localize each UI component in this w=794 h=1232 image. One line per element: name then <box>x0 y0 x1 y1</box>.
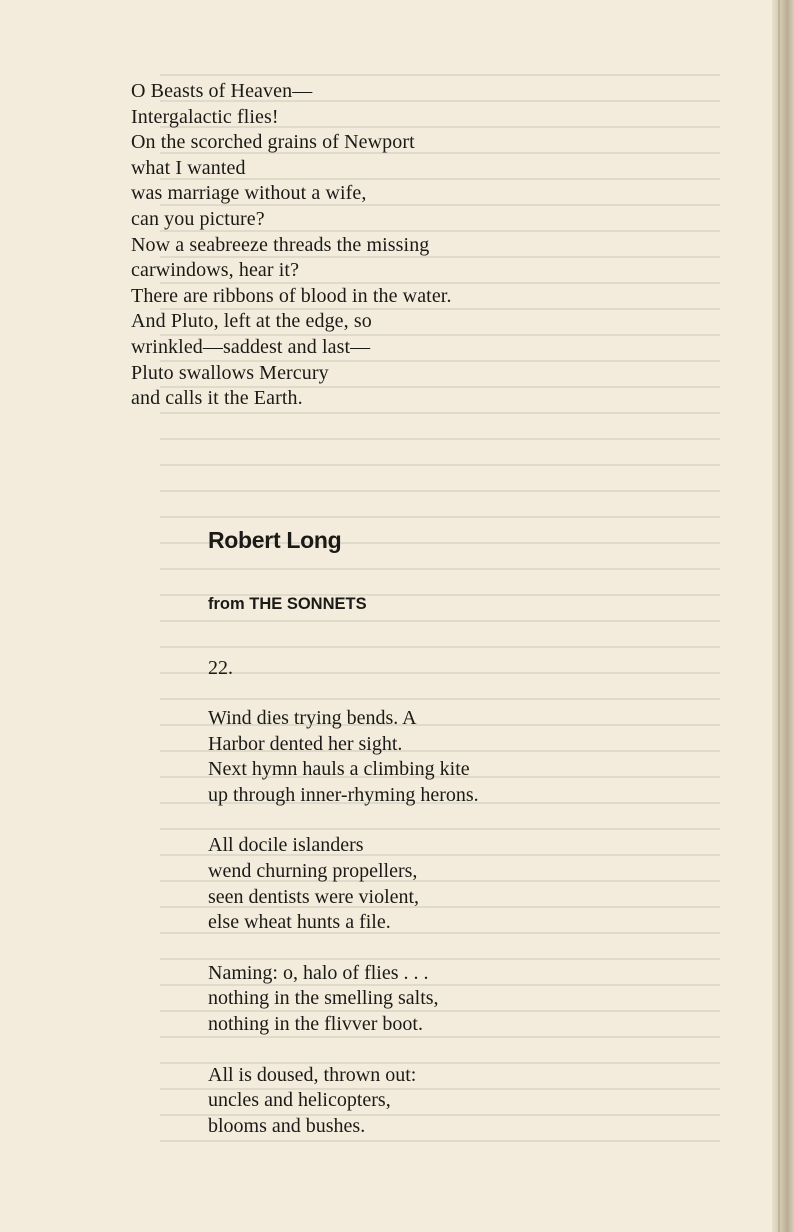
poem-line: was marriage without a wife, <box>131 182 367 205</box>
sonnet-body <box>208 706 479 1164</box>
poem-line: There are ribbons of blood in the water. <box>131 284 452 307</box>
poem-line: All is doused, thrown out: <box>208 1063 417 1086</box>
poem-line: Now a seabreeze threads the missing <box>131 233 430 256</box>
poem-line: Harbor dented her sight. <box>208 732 403 755</box>
poem-line: up through inner-rhyming herons. <box>208 783 479 806</box>
poem-line: wrinkled—saddest and last— <box>131 335 371 358</box>
poem-line: nothing in the flivver boot. <box>208 1012 423 1035</box>
stanza <box>208 961 479 1038</box>
poem-line: Next hymn hauls a climbing kite <box>208 758 470 781</box>
author-heading: Robert Long <box>208 527 342 553</box>
collection-title: from THE SONNETS <box>208 595 367 613</box>
stanza <box>208 833 479 935</box>
poem-line: blooms and bushes. <box>208 1114 366 1137</box>
poem-line: carwindows, hear it? <box>131 259 300 282</box>
poem-line: All docile islanders <box>208 834 364 857</box>
poem-line: And Pluto, left at the edge, so <box>131 310 372 333</box>
poem-line: can you picture? <box>131 207 265 230</box>
poem-line: On the scorched grains of Newport <box>131 131 415 154</box>
page-edge <box>772 0 794 1232</box>
poem-line: wend churning propellers, <box>208 859 418 882</box>
poem-line: O Beasts of Heaven— <box>131 80 313 102</box>
poem-line: uncles and helicopters, <box>208 1089 391 1112</box>
poem-line: Pluto swallows Mercury <box>131 361 329 384</box>
poem-line: Wind dies trying bends. A <box>208 707 417 729</box>
poem-line: nothing in the smelling salts, <box>208 987 439 1010</box>
poem-line: Naming: o, halo of flies . . . <box>208 961 429 984</box>
sonnet-number: 22. <box>208 657 233 679</box>
stanza <box>208 706 479 808</box>
stanza <box>208 1063 479 1140</box>
top-poem <box>131 79 452 412</box>
poem-line: and calls it the Earth. <box>131 387 303 410</box>
poem-line: else wheat hunts a file. <box>208 911 391 934</box>
poem-line: what I wanted <box>131 156 246 179</box>
poem-line: seen dentists were violent, <box>208 885 420 908</box>
poem-line: Intergalactic flies! <box>131 105 279 128</box>
